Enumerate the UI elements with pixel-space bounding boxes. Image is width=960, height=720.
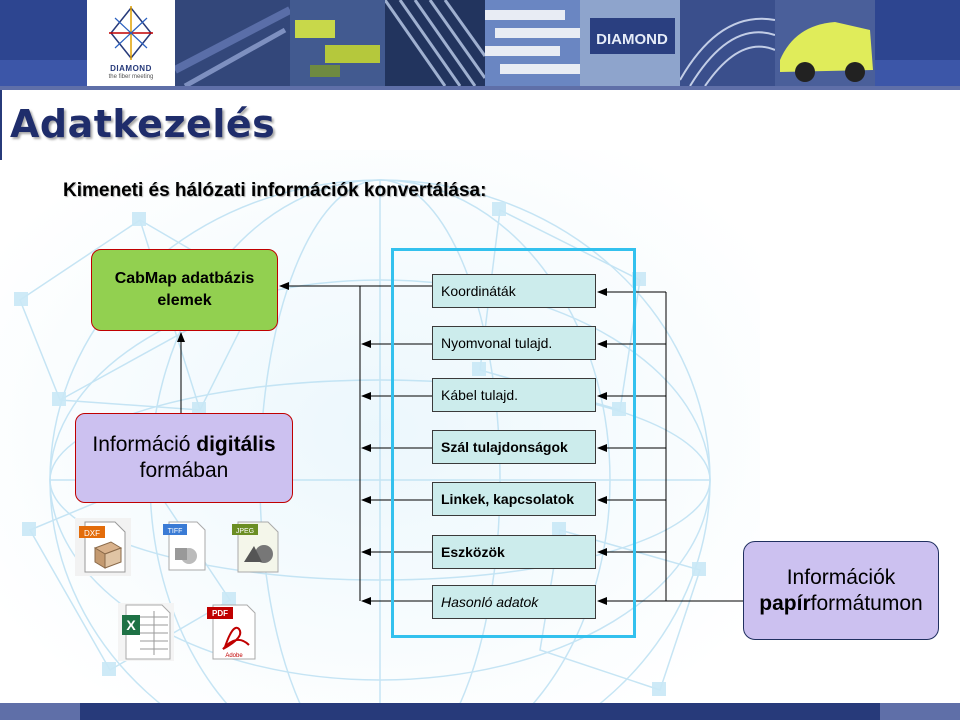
item-label: Koordináták <box>441 283 516 299</box>
item-kabel <box>432 378 596 412</box>
logo-wordmark: DIAMOND <box>110 64 152 73</box>
paper-line1: Információk <box>786 565 896 589</box>
banner-photo-connectors <box>290 0 385 86</box>
dxf-file-icon <box>75 518 131 576</box>
item-eszkozok <box>432 535 596 569</box>
digital-line1-b: digitális <box>196 433 276 456</box>
item-label: Linkek, kapcsolatok <box>441 491 575 507</box>
tiff-label: TIFF <box>167 528 183 535</box>
banner-photo-fibers <box>680 0 775 86</box>
banner-photo-left <box>0 0 87 86</box>
footer-bar-right-accent <box>880 703 960 720</box>
tiff-file-icon <box>155 518 211 576</box>
paper-info-box <box>743 541 939 640</box>
left-rule <box>0 90 2 160</box>
item-nyomvonal <box>432 326 596 360</box>
item-koordinatak <box>432 274 596 308</box>
item-label: Szál tulajdonságok <box>441 439 568 455</box>
footer-bar <box>0 703 960 720</box>
banner-strip <box>0 86 960 90</box>
cabmap-line1: CabMap adatbázis <box>114 270 255 287</box>
banner-photo-turbine <box>385 0 485 86</box>
pdf-adobe-label: Adobe <box>225 653 243 659</box>
dxf-label: DXF <box>84 529 100 538</box>
paper-line2-b: formátumon <box>810 591 923 615</box>
pdf-file-icon <box>203 603 259 661</box>
footer-bar-left-accent <box>0 703 80 720</box>
item-label: Kábel tulajd. <box>441 387 519 403</box>
digital-line1-a: Információ <box>92 433 197 456</box>
banner-photo-diamond-building <box>580 0 680 86</box>
cabmap-box <box>91 249 278 331</box>
digital-line2: formában <box>139 459 229 482</box>
item-label: Hasonló adatok <box>441 594 539 610</box>
excel-file-icon <box>118 603 174 661</box>
pdf-label: PDF <box>212 609 228 618</box>
svg-text:X: X <box>126 617 136 633</box>
banner-photo-cables <box>175 0 290 86</box>
jpeg-file-icon <box>228 518 284 576</box>
header-banner <box>0 0 960 86</box>
page-subtitle: Kimeneti és hálózati információk konvertálása: <box>63 180 487 201</box>
diamond-logo-icon <box>107 4 155 62</box>
digital-info-box <box>75 413 293 503</box>
jpeg-label: JPEG <box>235 528 255 535</box>
item-label: Nyomvonal tulajd. <box>441 335 553 351</box>
page-title: Adatkezelés <box>10 102 276 146</box>
item-label: Eszközök <box>441 544 505 560</box>
cabmap-line2: elemek <box>157 292 212 309</box>
item-szal <box>432 430 596 464</box>
logo-tagline: the fiber meeting <box>108 74 154 80</box>
item-linkek <box>432 482 596 516</box>
diamond-logo <box>87 0 175 86</box>
banner-photo-car <box>775 0 875 86</box>
banner-photo-right <box>875 0 960 86</box>
paper-line2-a: papír <box>759 591 811 615</box>
banner-photo-signposts <box>485 0 580 86</box>
item-hasonlo <box>432 585 596 619</box>
svg-text:DIAMOND: DIAMOND <box>596 31 668 48</box>
